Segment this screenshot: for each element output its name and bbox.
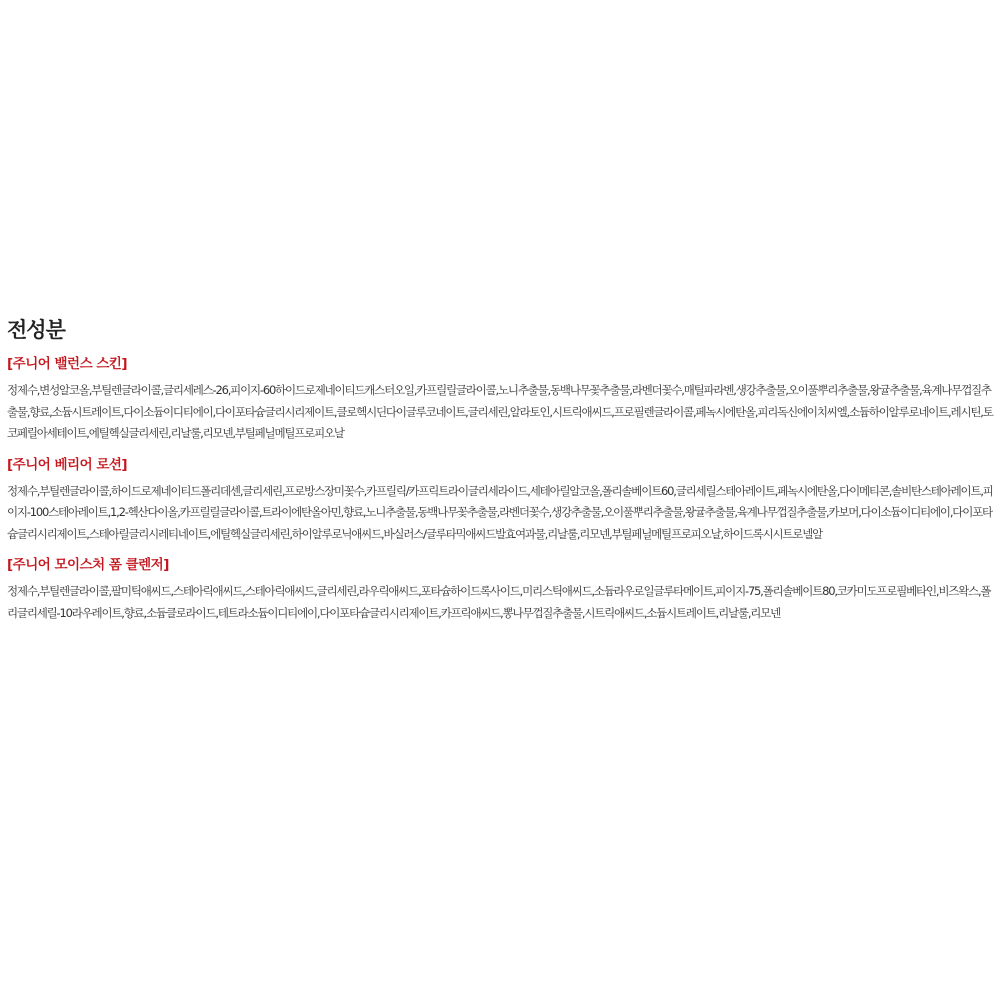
page-title: 전성분 xyxy=(7,318,65,342)
section-junior-moisture-foam-cleanser xyxy=(7,554,997,624)
section-junior-barrier-lotion xyxy=(7,454,997,546)
section-title: [주니어 밸런스 스킨] xyxy=(7,356,128,372)
ingredient-list: 정제수,변성알코올,부틸렌글라이콜,글리세레스-26,피이지-60하이드로제네이티드캐스터오일,카프릴릴글라이콜,노니추출물,동백나무꽃추출물,라벤더꽃수,매틸파라벤,생강추출물,오이풀뿌리추출물,왕귤추출물,육계나무껍질추출물,향료,소듐시트레이트,다이소듐이디티에이,다이포타슘글리시리제이트,클로헥시딘다이글루코네이트,글리세린,알라토인,시트릭애씨드,프로필렌글라이콜,페녹시에탄올,피리독신에이치씨엘,소듐하이알루로네이트,레시틴,토코페릴아세테이트,에틸헥실글리세린,리날룰,리모넨,부틸페닐메틸프로피오날 xyxy=(7,383,993,440)
ingredients-document xyxy=(7,315,997,633)
section-title: [주니어 모이스처 폼 클렌저] xyxy=(7,557,169,573)
ingredient-list: 정제수,부틸렌글라이콜,하이드로제네이티드폴리데센,글리세린,프로방스장미꽃수,카프릴릭/카프릭트라이글리세라이드,세테아릴알코올,폴리솔베이트60,글리세릴스테아레이트,페녹시에탄올,다이메티콘,솔비탄스테아레이트,피이지-100스테아레이트,1,2-헥산다이올,카프릴릴글라이콜,트라이에탄올아민,향료,노니추출물,동백나무꽃추출물,라벤더꽃수,생강추출물,오이풀뿌리추출물,왕귤추출물,육계나무껍질추출물,카보머,다이소듐이디티에이,다이포타슘글리시리제이트,스테아릴글리시레티네이트,에틸헥실글리세린,하이알루로닉애씨드,바실러스/글루타믹애씨드발효여과물,리날룰,리모넨,부틸페닐메틸프로피오날,하이드록시시트로넬알 xyxy=(7,483,993,541)
ingredient-list: 정제수,부틸렌글라이콜,팔미틱애씨드,스테아릭애씨드,스테아릭애씨드,글리세린,라우릭애씨드,포타슘하이드록사이드,미리스틱애씨드,소듐라우로일글루타메이트,피이지-75,폴리솔베이트80,코카미도프로필베타인,비즈왁스,폴리글리세릴-10라우레이트,향료,소듐클로라이드,테트라소듐이디티에이,다이포타슘글리시리제이트,카프릭애씨드,뽕나무껍질추출물,시트릭애씨드,소듐시트레이트,리날룰,리모넨 xyxy=(7,584,991,620)
section-title: [주니어 베리어 로션] xyxy=(7,456,128,473)
section-junior-balance-skin xyxy=(7,353,997,445)
